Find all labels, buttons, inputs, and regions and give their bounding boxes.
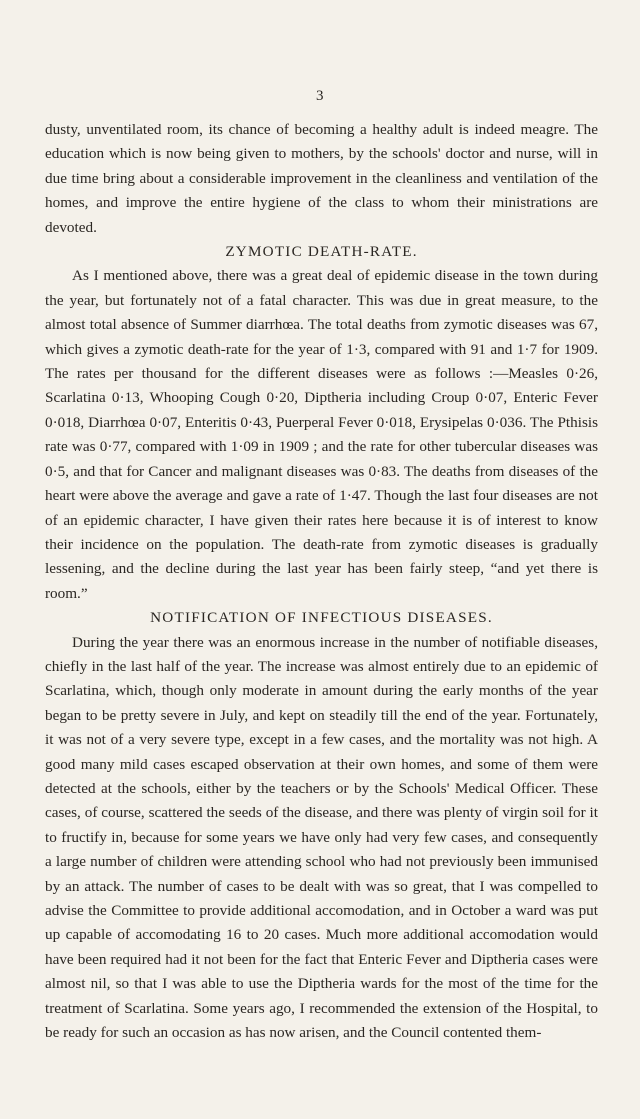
- heading-notification: NOTIFICATION OF INFECTIOUS DISEASES.: [150, 609, 493, 627]
- intro-paragraph: dusty, unventilated room, its chance of becoming a healthy adult is indeed meagre. The education which is now being given to mothers, by the schools' doctor and nurse, will in due time bring about a considerable improvement in the cleanliness and ventilation of the homes, and improve the entire hygiene of the class to whom their ministrations are devoted.: [45, 121, 598, 236]
- page-number: 3: [316, 88, 324, 104]
- heading-zymotic-death-rate: ZYMOTIC DEATH-RATE.: [225, 243, 418, 261]
- notification-paragraph: During the year there was an enormous increase in the number of notifiable diseases, chiefly in the last half of the year. The increase was almost entirely due to an epidemic of Scarlatina, which, though only moderate in amount during the early months of the year began to be pretty severe in July, and kept on steadily till the end of the year. Fortunately, it was not of a very severe type, except in a few cases, and the mortality was not high. A good many mild cases escaped observation at their own homes, and some of them were detected at the schools, either by the teachers or by the Schools' Medical Officer. These cases, of course, scattered the seeds of the disease, and there was plenty of virgin soil for it to fructify in, because for some years we have only had very few cases, and consequently a large number of children were attending school who had not previously been immunised by an attack. The number of cases to be dealt with was so great, that I was compelled to advise the Committee to provide additional accomodation, and in October a ward was put up capable of accomodating 16 to 20 cases. Much more additional accomodation would have been required had it not been for the fact that Enteric Fever and Diptheria cases were almost nil, so that I was able to use the Diptheria wards for the most of the time for the treatment of Scarlatina. Some years ago, I recommended the extension of the Hospital, to be ready for such an occasion as has now arisen, and the Council contented them-: [45, 633, 598, 1042]
- zymotic-paragraph: As I mentioned above, there was a great deal of epidemic disease in the town during the year, but fortunately not of a fatal character. This was due in great measure, to the almost total absence of Summer diarrhœa. The total deaths from zymotic diseases was 67, which gives a zymotic death-rate for the year of 1·3, compared with 91 and 1·7 for 1909. The rates per thousand for the different diseases were as follows :—Measles 0·26, Scarlatina 0·13, Whooping Cough 0·20, Diptheria including Croup 0·07, Enteric Fever 0·018, Diarrhœa 0·07, Enteritis 0·43, Puerperal Fever 0·018, Erysipelas 0·036. The Pthisis rate was 0·77, compared with 1·09 in 1909 ; and the rate for other tubercular diseases was 0·5, and that for Cancer and malignant diseases was 0·83. The deaths from diseases of the heart were above the average and gave a rate of 1·47. Though the last four diseases are not of an epidemic character, I have given their rates here because it is of interest to know their incidence on the population. The death-rate from zymotic diseases is gradually lessening, and the decline during the last year has been fairly steep, “and yet there is room.”: [45, 267, 598, 602]
- page-content: [45, 118, 598, 1045]
